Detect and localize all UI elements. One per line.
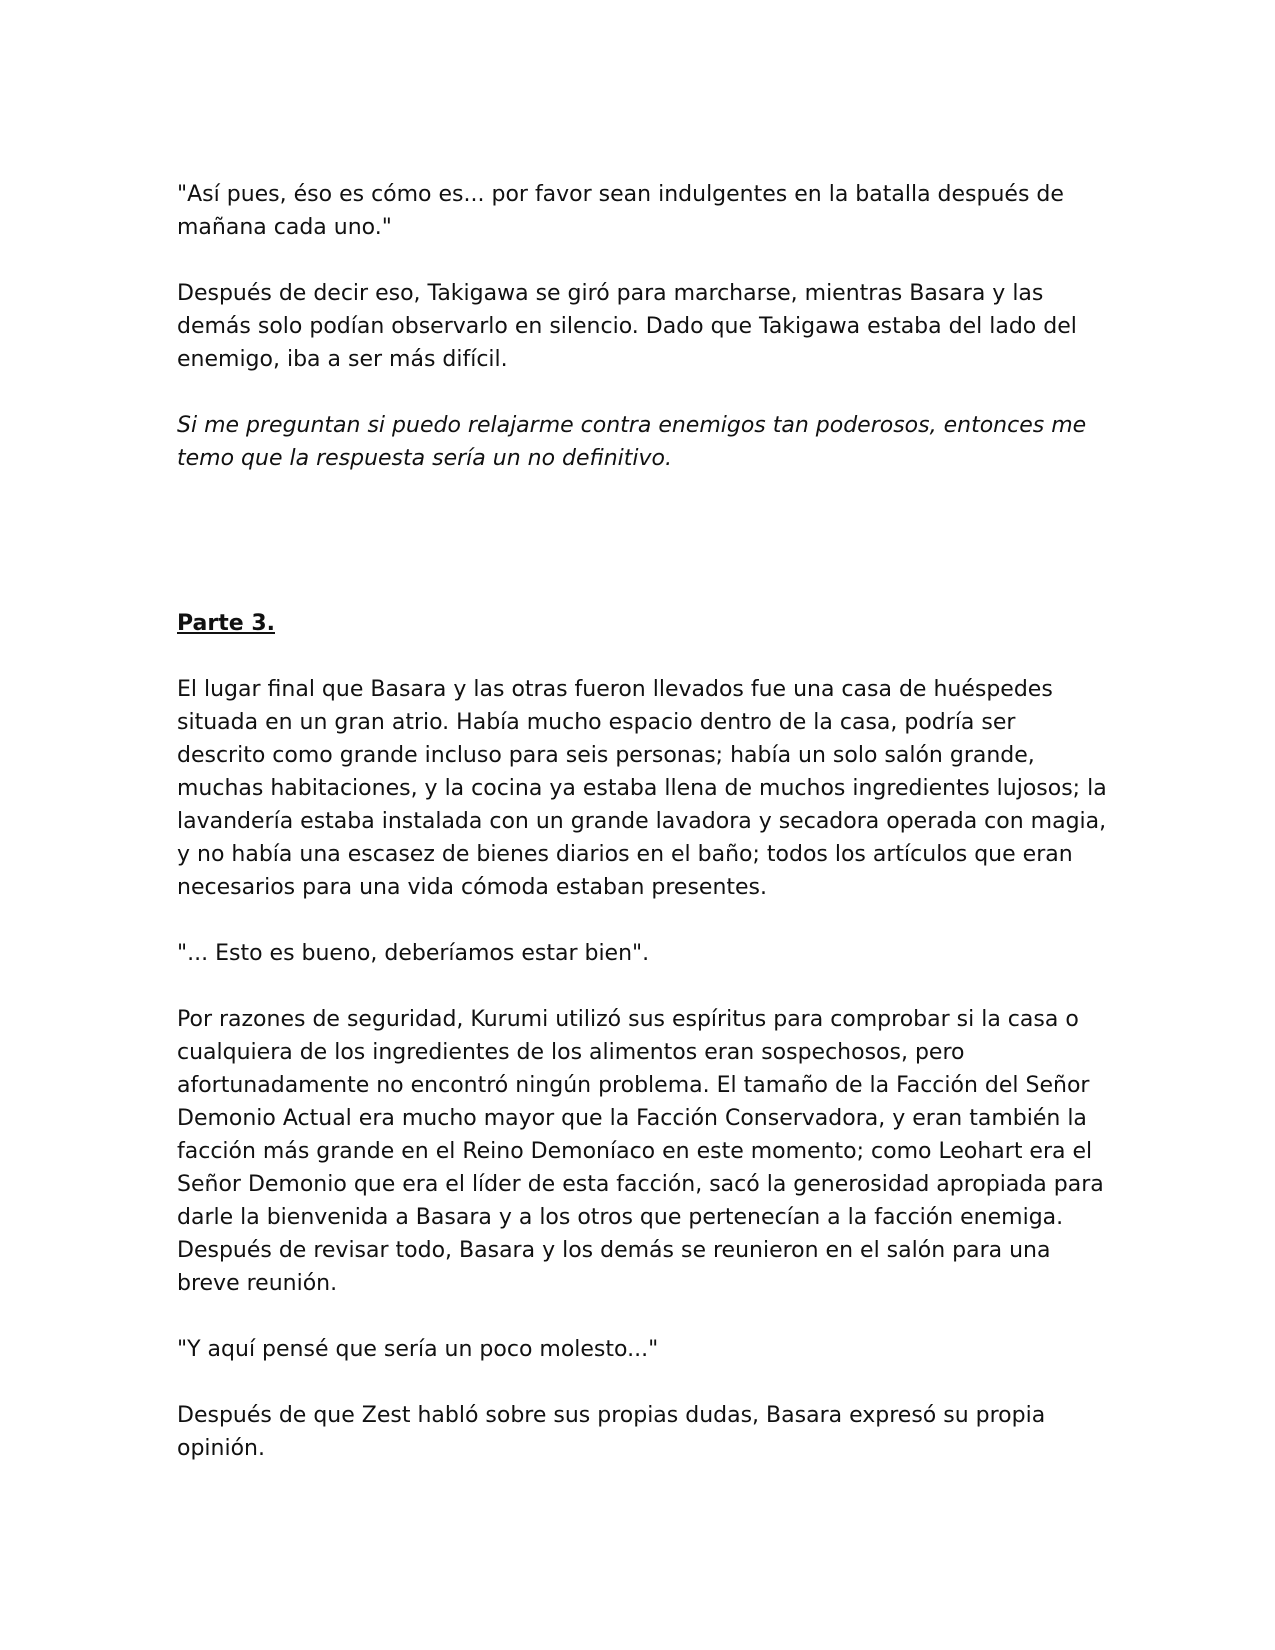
paragraph-dialogue-good: "... Esto es bueno, deberíamos estar bien". <box>177 941 650 966</box>
paragraph-takigawa-leaves: Después de decir eso, Takigawa se giró para marcharse, mientras Basara y las demás solo podían observarlo en silencio. Dado que Takigawa estaba del lado del enemigo, iba a ser más difícil. <box>177 281 1077 372</box>
section-heading: Parte 3. <box>177 611 275 636</box>
paragraph-guest-house: El lugar final que Basara y las otras fueron llevados fue una casa de huéspedes situada en un gran atrio. Había mucho espacio dentro de la casa, podría ser descrito como grande incluso para seis personas; había un solo salón grande, muchas habitaciones, y la cocina ya estaba llena de muchos ingredientes lujosos; la lavandería estaba instalada con un grande lavadora y secadora operada con magia, y no había una escasez de bienes diarios en el baño; todos los artículos que eran necesarios para una vida cómoda estaban presentes. <box>177 677 1107 900</box>
paragraph-dialogue-takigawa: "Así pues, éso es cómo es... por favor sean indulgentes en la batalla después de mañana cada uno." <box>177 182 1064 240</box>
paragraph-security-check: Por razones de seguridad, Kurumi utilizó sus espíritus para comprobar si la casa o cualquiera de los ingredientes de los alimentos eran sospechosos, pero afortunadamente no encontró ningún problema. El tamaño de la Facción del Señor Demonio Actual era mucho mayor que la Facción Conservadora, y eran también la facción más grande en el Reino Demoníaco en este momento; como Leohart era el Señor Demonio que era el líder de esta facción, sacó la generosidad apropiada para darle la bienvenida a Basara y a los otros que pertenecían a la facción enemiga. Después de revisar todo, Basara y los demás se reunieron en el salón para una breve reunión. <box>177 1007 1104 1296</box>
section-spacer <box>177 508 1107 607</box>
document-page <box>177 178 1107 1498</box>
paragraph-dialogue-annoying: "Y aquí pensé que sería un poco molesto..." <box>177 1337 659 1362</box>
paragraph-basara-opinion: Después de que Zest habló sobre sus propias dudas, Basara expresó su propia opinión. <box>177 1403 1046 1461</box>
paragraph-inner-thought: Si me preguntan si puedo relajarme contra enemigos tan poderosos, entonces me temo que la respuesta sería un no definitivo. <box>177 413 1087 471</box>
